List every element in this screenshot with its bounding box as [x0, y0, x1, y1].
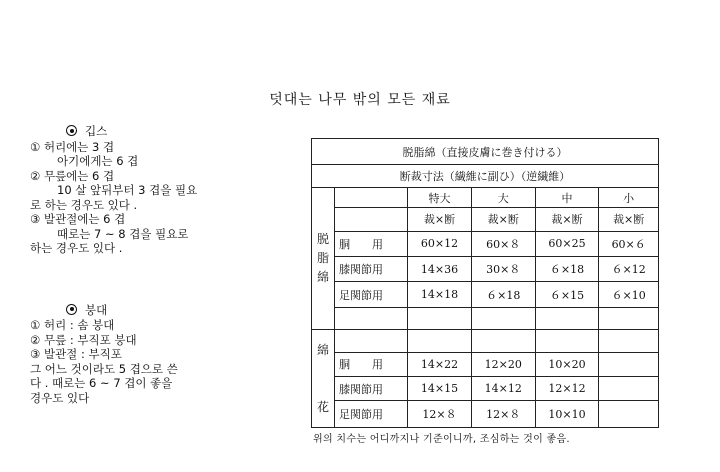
gips-line: ③ 발관절에는 6 겹 [30, 212, 126, 226]
table-subheader: 断裁寸法（繊維に副ひ）（逆繊維） [312, 165, 659, 187]
gips-line: 때로는 7 ~ 8 겹을 필요로 [57, 226, 189, 241]
table-row: 膝関節用 14×36 30×８ ６×18 ６×12 [312, 257, 659, 282]
section-heading-gips: 깁스 [30, 124, 300, 139]
bungdae-line: ② 무릎 : 부직포 붕대 [30, 332, 137, 347]
bungdae-line: ① 허리 : 솜 붕대 [30, 318, 115, 332]
section-heading-bungdae: 붕대 [30, 303, 300, 318]
bungdae-line: 그 어느 것이라도 5 겹으로 쓴 [30, 361, 178, 376]
table-row: 足関節用 12×８ 12×８ 10×10 [312, 401, 659, 428]
bullet-icon [66, 304, 77, 315]
instructions-column [30, 124, 300, 405]
size-header: 小 [599, 187, 659, 207]
gips-line: 로 하는 경우도 있다 . [30, 197, 138, 212]
footnote: 위의 치수는 어디까지나 기준이니까, 조심하는 것이 좋음. [313, 434, 570, 445]
size-header: 特大 [408, 187, 472, 207]
bullet-icon [66, 125, 77, 136]
table-row: 足関節用 14×18 ６×18 ６×15 ６×10 [312, 282, 659, 307]
bungdae-line: 경우도 있다 [30, 390, 90, 405]
cut-label: 裁×断 [471, 208, 535, 231]
cut-label: 裁×断 [599, 208, 659, 231]
cut-size-table [311, 138, 659, 428]
cut-label: 裁×断 [535, 208, 599, 231]
bungdae-line: 다 . 때로는 6 ~ 7 겹이 좋을 [30, 376, 173, 390]
section-label-dassimen: 脱 脂 綿 [312, 187, 335, 329]
table-row: 膝関節用 14×15 14×12 12×12 [312, 377, 659, 401]
table-header: 脱脂綿（直接皮膚に巻き付ける） [312, 139, 659, 165]
table-row: 胴 用 14×22 12×20 10×20 [312, 352, 659, 376]
gips-line: ② 무릎에는 6 겹 [30, 168, 115, 183]
bungdae-line: ③ 발관절 : 부직포 [30, 347, 122, 361]
gips-line: 10 살 앞뒤부터 3 겹을 필요 [57, 183, 198, 197]
gips-line: 아기에게는 6 겹 [57, 154, 139, 168]
gips-line: ① 허리에는 3 겹 [30, 139, 115, 154]
gips-line: 하는 경우도 있다 . [30, 241, 123, 255]
cut-label: 裁×断 [408, 208, 472, 231]
size-header: 大 [471, 187, 535, 207]
page-title: 덧대는 나무 밖의 모든 재료 [269, 92, 451, 108]
section-label-menhua: 綿 花 [312, 330, 335, 428]
table-row: 胴 用 60×12 60×８ 60×25 60×６ [312, 231, 659, 256]
size-header: 中 [535, 187, 599, 207]
